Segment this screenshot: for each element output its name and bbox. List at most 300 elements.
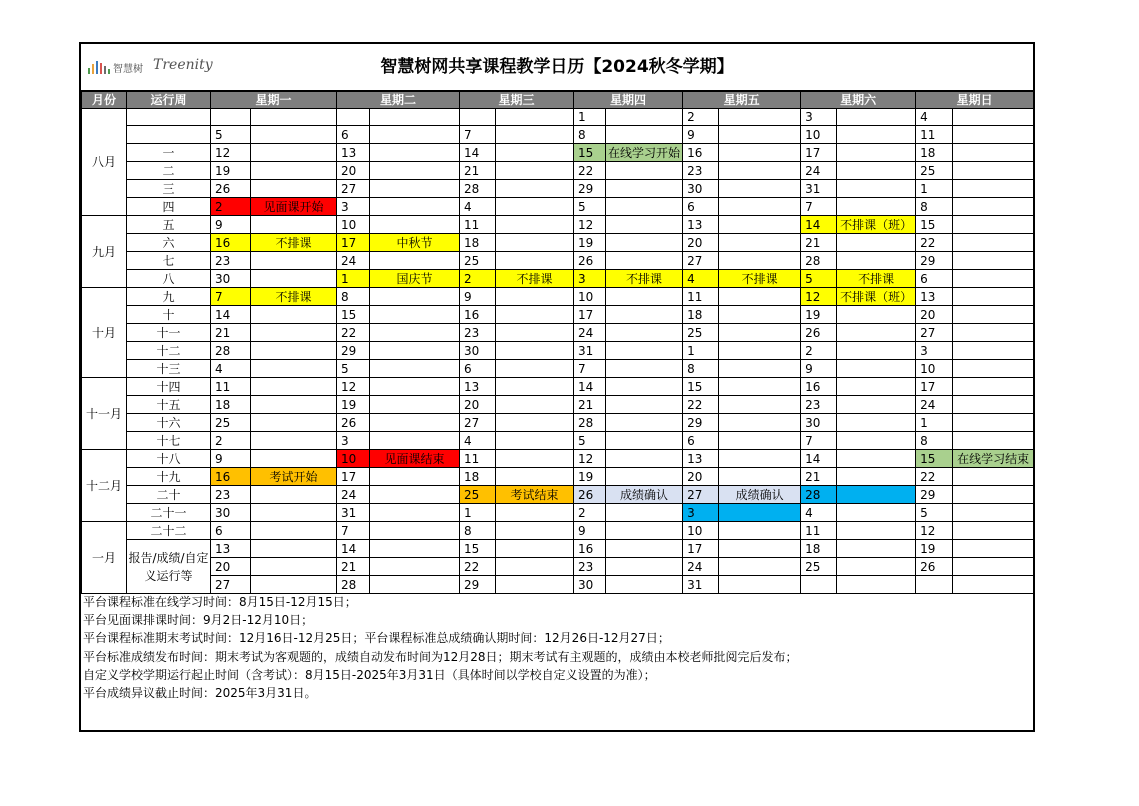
day-number: 29 [337,342,370,360]
day-number: 8 [574,126,606,144]
day-number: 27 [211,576,251,594]
day-number: 1 [916,414,953,432]
day-number: 5 [337,360,370,378]
day-note [837,252,916,270]
day-number: 8 [460,522,496,540]
day-note [719,198,801,216]
calendar-body [82,109,1034,594]
day-note [953,432,1034,450]
table-row [82,360,1034,378]
table-row [82,270,1034,288]
day-note [496,576,574,594]
day-number: 4 [460,198,496,216]
day-note [370,109,460,126]
day-number: 3 [916,342,953,360]
day-note [251,486,337,504]
day-note [606,324,683,342]
day-number: 21 [801,234,837,252]
day-number: 30 [683,180,719,198]
day-note [606,109,683,126]
day-note [953,306,1034,324]
day-number: 26 [801,324,837,342]
day-number: 13 [683,450,719,468]
day-note [606,432,683,450]
day-note [496,504,574,522]
day-note [496,360,574,378]
day-number: 17 [337,234,370,252]
day-number: 20 [683,468,719,486]
day-number: 6 [916,270,953,288]
day-note [251,504,337,522]
day-note [953,234,1034,252]
day-note [953,558,1034,576]
day-note [606,342,683,360]
day-number: 12 [574,216,606,234]
day-note [837,109,916,126]
table-row [82,288,1034,306]
day-note [719,216,801,234]
day-note [496,234,574,252]
day-note [370,522,460,540]
table-row [82,558,1034,576]
table-row [82,486,1034,504]
day-number: 6 [337,126,370,144]
week-cell: 十 [127,306,211,324]
day-number: 5 [574,198,606,216]
day-number: 20 [211,558,251,576]
day-note [251,126,337,144]
day-note: 不排课 [251,234,337,252]
day-number: 27 [683,252,719,270]
table-row [82,378,1034,396]
day-number: 11 [683,288,719,306]
day-note [251,396,337,414]
day-number: 21 [337,558,370,576]
day-note [719,414,801,432]
day-number: 18 [460,468,496,486]
day-note [719,522,801,540]
day-number: 27 [337,180,370,198]
day-number: 25 [460,486,496,504]
week-cell: 一 [127,144,211,162]
day-note [496,558,574,576]
day-note [837,432,916,450]
table-row [82,126,1034,144]
day-note [251,450,337,468]
day-number: 12 [574,450,606,468]
table-row [82,234,1034,252]
day-number: 27 [683,486,719,504]
week-cell: 报告/成绩/自定义运行等 [127,540,211,594]
day-number: 12 [337,378,370,396]
day-note [953,576,1034,594]
day-number: 6 [211,522,251,540]
day-note [370,576,460,594]
day-note [606,216,683,234]
day-note [837,450,916,468]
day-number: 25 [916,162,953,180]
day-note [496,342,574,360]
day-number: 16 [801,378,837,396]
day-number: 4 [801,504,837,522]
day-note [251,558,337,576]
day-note [953,252,1034,270]
day-number: 12 [916,522,953,540]
day-number: 25 [683,324,719,342]
day-note [251,522,337,540]
day-number: 6 [683,198,719,216]
day-note: 不排课 [251,288,337,306]
day-number: 11 [801,522,837,540]
day-number: 3 [337,198,370,216]
day-note [370,378,460,396]
week-cell: 十八 [127,450,211,468]
day-number: 5 [916,504,953,522]
day-note [837,306,916,324]
day-note [606,468,683,486]
day-number: 13 [337,144,370,162]
day-number: 31 [337,504,370,522]
week-cell: 十一 [127,324,211,342]
day-note [719,126,801,144]
day-note [496,162,574,180]
table-row [82,468,1034,486]
day-number: 7 [801,198,837,216]
table-row [82,306,1034,324]
day-number: 14 [337,540,370,558]
day-number: 8 [337,288,370,306]
day-note: 考试开始 [251,468,337,486]
day-note [953,360,1034,378]
day-number: 14 [211,306,251,324]
day-note [606,558,683,576]
day-note [837,342,916,360]
day-number: 1 [574,109,606,126]
day-note [606,450,683,468]
day-number: 21 [211,324,251,342]
day-number: 4 [916,109,953,126]
day-number: 23 [211,252,251,270]
day-number: 23 [460,324,496,342]
day-number: 9 [460,288,496,306]
day-number: 15 [460,540,496,558]
day-number: 19 [801,306,837,324]
day-note [496,522,574,540]
week-cell: 五 [127,216,211,234]
day-note: 见面课结束 [370,450,460,468]
day-note [719,504,801,522]
day-number: 2 [574,504,606,522]
day-number [916,576,953,594]
day-note [837,180,916,198]
day-note [953,468,1034,486]
day-number: 23 [683,162,719,180]
day-number: 20 [916,306,953,324]
day-note [496,180,574,198]
day-note [953,414,1034,432]
week-cell: 八 [127,270,211,288]
day-note: 中秋节 [370,234,460,252]
day-number: 11 [211,378,251,396]
day-number: 16 [460,306,496,324]
day-number: 18 [801,540,837,558]
day-number: 3 [683,504,719,522]
page-title: 智慧树网共享课程教学日历【2024秋冬学期】 [380,57,734,77]
day-note: 不排课 [606,270,683,288]
day-number: 1 [337,270,370,288]
week-cell [127,126,211,144]
day-number: 5 [574,432,606,450]
day-number: 29 [683,414,719,432]
day-note [251,540,337,558]
day-note [370,162,460,180]
day-note [370,180,460,198]
day-number: 18 [211,396,251,414]
day-number: 4 [211,360,251,378]
day-note [606,522,683,540]
day-number: 28 [574,414,606,432]
day-note [606,576,683,594]
day-note [953,109,1034,126]
day-note [370,144,460,162]
day-note [719,342,801,360]
day-number: 8 [683,360,719,378]
day-note [251,432,337,450]
day-note [370,468,460,486]
day-note [251,378,337,396]
week-cell: 二十二 [127,522,211,540]
day-note [837,360,916,378]
day-number: 20 [460,396,496,414]
day-note [251,216,337,234]
day-number: 28 [211,342,251,360]
day-note [953,342,1034,360]
day-note: 不排课（班） [837,288,916,306]
day-note [370,504,460,522]
day-note [953,162,1034,180]
day-number: 15 [683,378,719,396]
day-number: 17 [574,306,606,324]
day-note [953,396,1034,414]
day-number: 23 [211,486,251,504]
day-note [496,198,574,216]
day-number: 24 [337,252,370,270]
table-row [82,109,1034,126]
day-note [496,468,574,486]
day-number: 4 [460,432,496,450]
day-note [953,540,1034,558]
day-note [496,126,574,144]
day-number: 7 [801,432,837,450]
notes-section [81,593,1033,730]
day-number: 28 [460,180,496,198]
month-cell: 十二月 [82,450,127,522]
day-number: 19 [574,468,606,486]
day-note [496,324,574,342]
week-cell: 十五 [127,396,211,414]
week-cell: 十三 [127,360,211,378]
day-number: 1 [683,342,719,360]
day-note [251,180,337,198]
day-note [606,540,683,558]
month-cell: 十一月 [82,378,127,450]
day-number: 27 [460,414,496,432]
table-row [82,252,1034,270]
logo-script: Treenity [153,57,213,73]
day-note: 不排课 [496,270,574,288]
day-number: 10 [337,216,370,234]
note-line: 平台标准成绩发布时间：期末考试为客观题的，成绩自动发布时间为12月28日；期末考试有主观题的，成绩由本校老师批阅完后发布； [83,649,798,664]
day-number: 22 [916,234,953,252]
calendar-frame [79,42,1035,732]
day-number: 29 [916,486,953,504]
day-note [837,126,916,144]
day-number: 28 [337,576,370,594]
week-cell: 六 [127,234,211,252]
day-number: 31 [574,342,606,360]
day-note [496,306,574,324]
day-number: 13 [916,288,953,306]
day-note [370,342,460,360]
day-number: 26 [574,486,606,504]
day-number: 25 [801,558,837,576]
day-note [496,216,574,234]
day-number: 10 [683,522,719,540]
week-cell: 十七 [127,432,211,450]
note-line: 平台课程标准期末考试时间：12月16日-12月25日；平台课程标准总成绩确认期时间：12月26日-12月27日； [83,631,670,646]
note-line: 平台课程标准在线学习时间：8月15日-12月15日； [83,595,357,609]
day-note [837,486,916,504]
day-number: 29 [916,252,953,270]
week-cell: 十四 [127,378,211,396]
note-line: 平台成绩异议截止时间：2025年3月31日。 [83,686,317,701]
day-number: 26 [574,252,606,270]
day-number: 16 [683,144,719,162]
day-note [370,540,460,558]
header-monday: 星期一 [211,92,337,109]
day-note [251,306,337,324]
table-row [82,396,1034,414]
day-note [719,558,801,576]
week-cell [127,109,211,126]
day-number: 29 [574,180,606,198]
day-note [719,378,801,396]
day-number: 8 [916,432,953,450]
day-number: 22 [460,558,496,576]
day-note [837,144,916,162]
day-number: 25 [211,414,251,432]
day-note [953,288,1034,306]
table-header-row [82,92,1034,109]
day-number: 22 [337,324,370,342]
day-number: 2 [211,198,251,216]
day-number: 15 [916,216,953,234]
table-row [82,576,1034,594]
day-note: 考试结束 [496,486,574,504]
day-number [337,109,370,126]
day-note [496,396,574,414]
day-number: 24 [337,486,370,504]
day-note [953,504,1034,522]
day-number: 30 [211,270,251,288]
day-number: 10 [801,126,837,144]
day-number: 16 [211,468,251,486]
day-number: 22 [683,396,719,414]
day-number: 9 [683,126,719,144]
day-number: 19 [916,540,953,558]
day-note [719,109,801,126]
day-note [953,198,1034,216]
day-number: 7 [211,288,251,306]
day-number: 10 [916,360,953,378]
day-note [606,198,683,216]
day-note [953,522,1034,540]
day-number: 30 [460,342,496,360]
day-number: 18 [683,306,719,324]
day-note [370,306,460,324]
day-number: 24 [916,396,953,414]
day-note [953,180,1034,198]
day-number: 22 [916,468,953,486]
day-note [719,396,801,414]
day-number: 11 [460,216,496,234]
table-row [82,414,1034,432]
logo-text: 智慧树 [113,64,143,75]
week-cell: 七 [127,252,211,270]
day-note [837,468,916,486]
day-note [719,360,801,378]
day-note [719,324,801,342]
day-number: 12 [801,288,837,306]
day-note [251,252,337,270]
day-note [719,306,801,324]
day-number: 1 [916,180,953,198]
month-cell: 十月 [82,288,127,378]
day-number: 20 [337,162,370,180]
day-number: 26 [337,414,370,432]
header-tuesday: 星期二 [337,92,460,109]
day-number: 14 [460,144,496,162]
day-number: 25 [460,252,496,270]
day-number: 21 [574,396,606,414]
day-number: 2 [801,342,837,360]
day-number: 30 [574,576,606,594]
day-number: 18 [916,144,953,162]
day-number: 26 [211,180,251,198]
day-number: 23 [574,558,606,576]
month-cell: 一月 [82,522,127,594]
day-number: 21 [460,162,496,180]
header-month: 月份 [82,92,127,109]
day-note [370,558,460,576]
day-number: 19 [211,162,251,180]
table-row [82,342,1034,360]
day-number: 12 [211,144,251,162]
day-number: 3 [801,109,837,126]
day-note [496,414,574,432]
table-row [82,180,1034,198]
month-cell: 八月 [82,109,127,216]
day-note [370,288,460,306]
day-note [496,432,574,450]
day-note [837,324,916,342]
week-cell: 二 [127,162,211,180]
title-row [81,44,1033,91]
day-note [606,378,683,396]
day-note [370,414,460,432]
note-line: 平台见面课排课时间：9月2日-12月10日； [83,613,314,628]
calendar-table [81,91,1034,594]
